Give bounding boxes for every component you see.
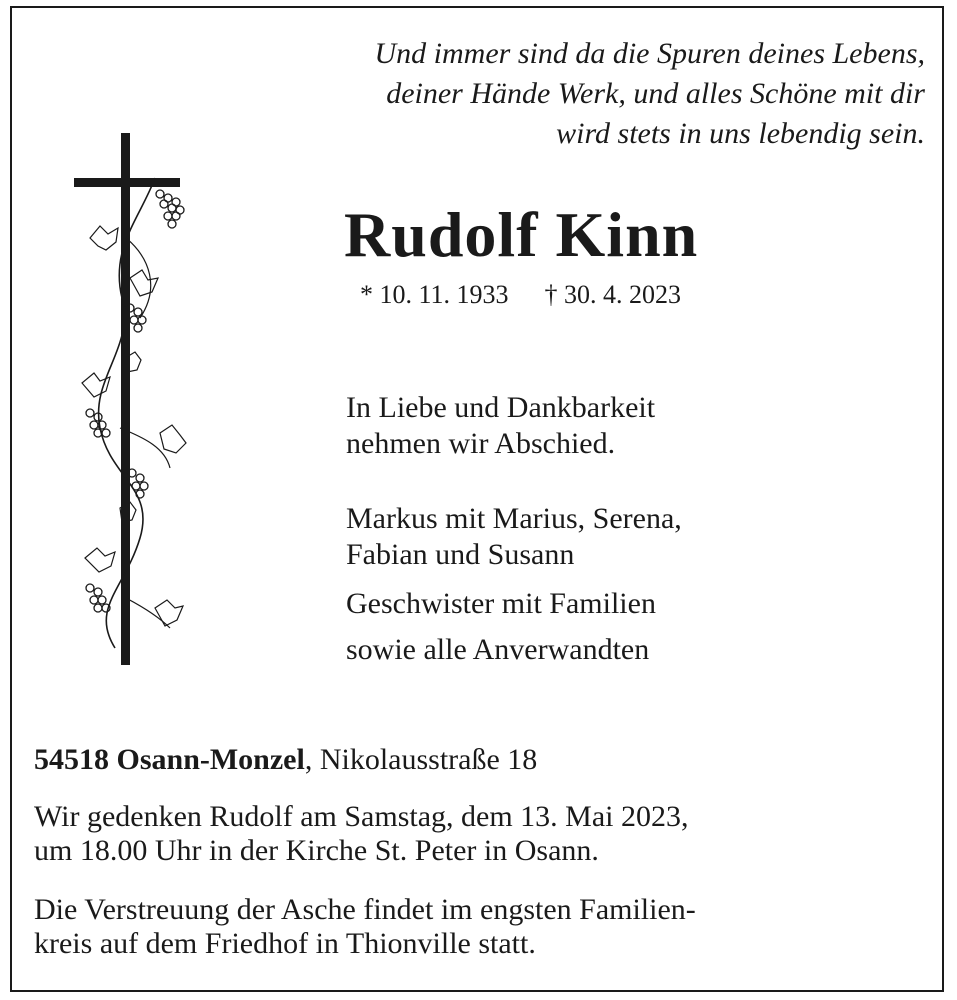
ashes-line-1: Die Verstreuung der Asche findet im engsten Familien- (34, 893, 696, 926)
memorial-line-1: Wir gedenken Rudolf am Samstag, dem 13. Mai 2023, (34, 800, 689, 833)
quote-line-3: wird stets in uns lebendig sein. (556, 117, 925, 150)
address (34, 743, 537, 777)
cross-with-grapevine-icon (60, 128, 210, 668)
farewell-line-2: nehmen wir Abschied. (346, 427, 616, 460)
mourners-relatives: sowie alle Anverwandten (346, 633, 650, 666)
memorial-quote (225, 34, 925, 154)
death-date: † 30. 4. 2023 (544, 280, 682, 309)
quote-line-1: Und immer sind da die Spuren deines Lebens, (374, 37, 925, 70)
mourners-line-2: Fabian und Susann (346, 538, 575, 571)
quote-line-2: deiner Hände Werk, und alles Schöne mit dir (386, 77, 925, 110)
mourners-line-1: Markus mit Marius, Serena, (346, 502, 682, 535)
memorial-service-notice (34, 800, 934, 868)
memorial-line-2: um 18.00 Uhr in der Kirche St. Peter in Osann. (34, 834, 599, 867)
ashes-line-2: kreis auf dem Friedhof in Thionville statt. (34, 927, 536, 960)
deceased-name: Rudolf Kinn (344, 199, 699, 270)
farewell-line-1: In Liebe und Dankbarkeit (346, 391, 656, 424)
mourners-siblings: Geschwister mit Familien (346, 587, 656, 620)
address-street: , Nikolausstraße 18 (304, 743, 538, 776)
life-dates (360, 280, 681, 310)
ashes-scattering-notice (34, 893, 934, 961)
birth-date: * 10. 11. 1933 (360, 280, 509, 309)
mourners-immediate-family (346, 501, 682, 573)
address-place: 54518 Osann-Monzel (34, 743, 305, 776)
farewell-text (346, 390, 655, 462)
